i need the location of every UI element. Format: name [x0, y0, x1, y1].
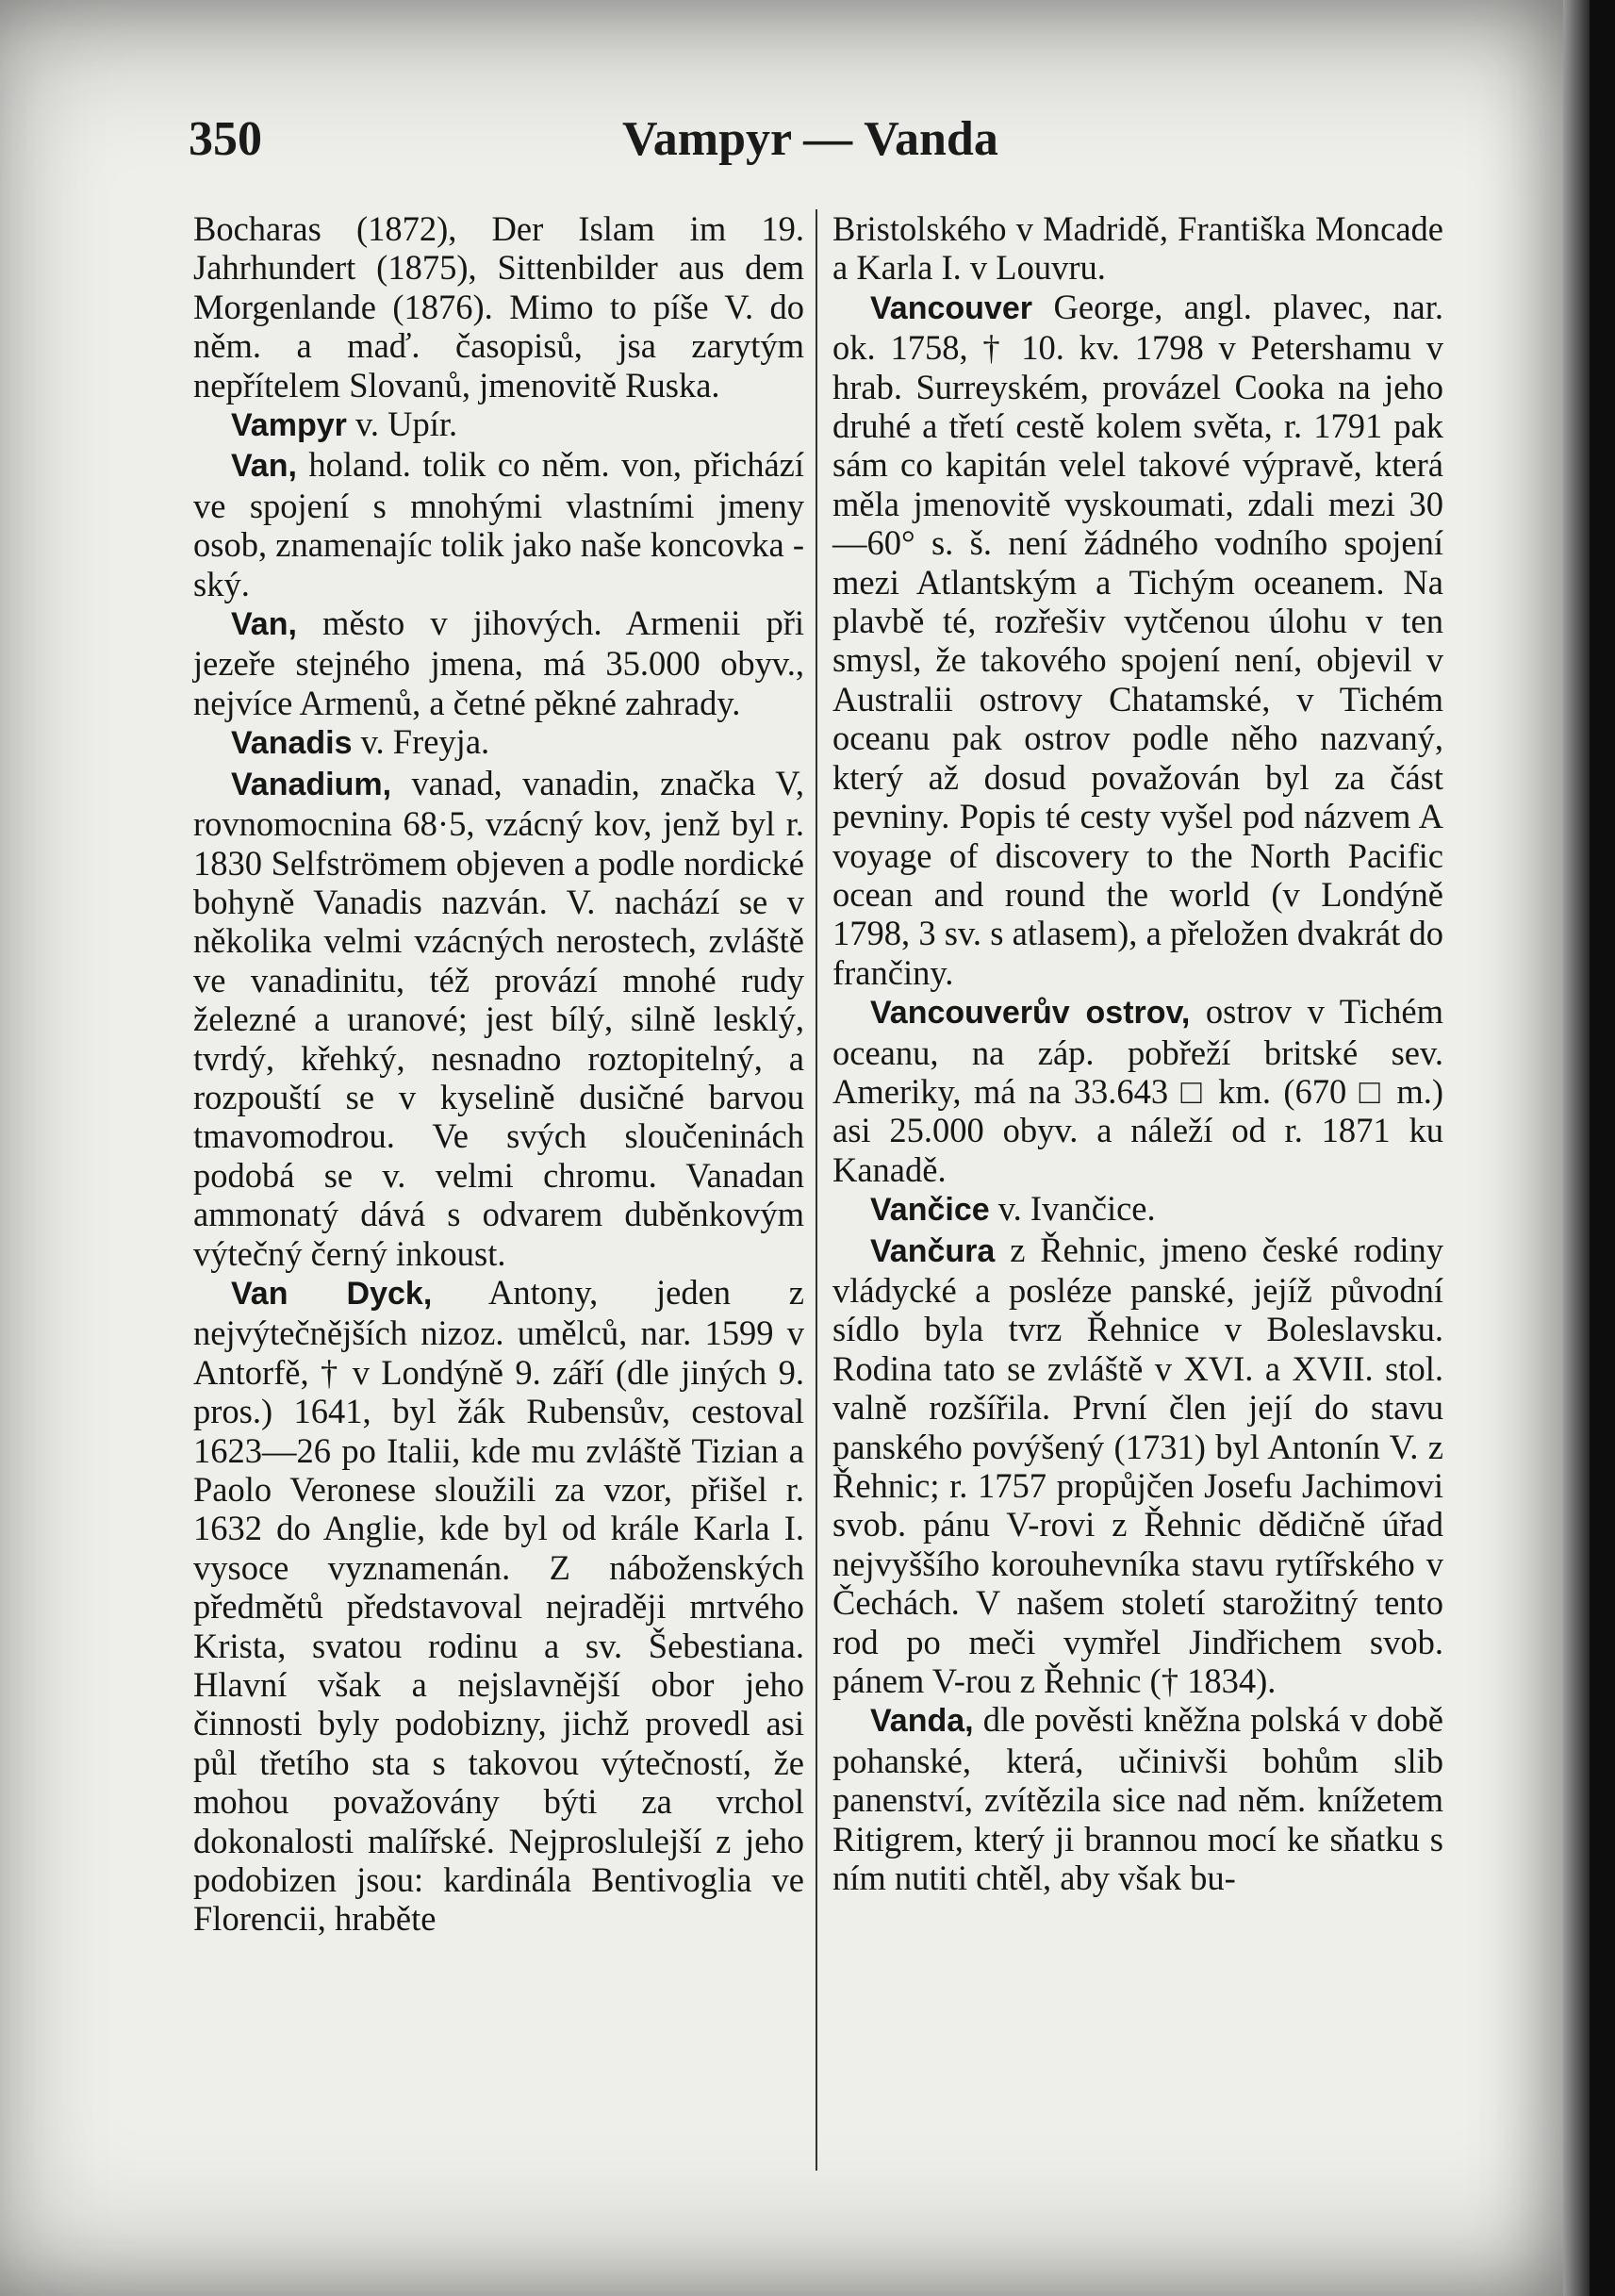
- entry-text: z Řehnic, jmeno české rodiny vládycké a posléze panské, jejíž původní sídlo byla tvrz Řehnice v Boleslavsku. Rodina tato se zvláště v XVI. a XVII. stol. valně rozšířila. První člen její do stavu panského povýšený (1731) byl Antonín V. z Řehnic; r. 1757 propůjčen Josefu Jachimovi svob. pánu V-rovi z Řehnic dědičně úřad nejvyššího korouhevníka stavu rytířského v Čechách. V našem století starožitný tento rod po meči vymřel Jindřichem svob. pánem V-rou z Řehnic († 1834).: [832, 1230, 1443, 1701]
- entry-headword: Van,: [231, 448, 297, 485]
- entry-text: Antony, jeden z nejvýtečnějších nizoz. umělců, nar. 1599 v Antorfě, † v Londýně 9. září (dle jiných 9. pros.) 1641, byl žák Rubensův, cestoval 1623—26 po Italii, kde mu zvláště Tizian a Paolo Veronese sloužili za vzor, přišel r. 1632 do Anglie, kde byl od krále Karla I. vysoce vyznamenán. Z náboženských předmětů představoval nejraději mrtvého Krista, svatou rodinu a sv. Šebestiana. Hlavní však a nejslavnější obor jeho činnosti byly podobizny, jichž provedl asi půl třetího sta s takovou výtečností, že mohou považovány býti za vrchol dokonalosti malířské. Nejproslulejší z jeho podobizen jsou: kardinála Bentivoglia ve Florencii, hraběte: [193, 1272, 805, 1939]
- dictionary-entry: [832, 1189, 1443, 1230]
- entry-text: Bristolského v Madridě, Františka Moncade a Karla I. v Louvru.: [832, 209, 1443, 288]
- dictionary-entry: [193, 603, 804, 722]
- entry-headword: Vančice: [870, 1192, 990, 1229]
- entry-text: holand. tolik co něm. von, přichází ve spojení s mnohými vlastními jmeny osob, znamenajíc tolik jako naše koncovka -ský.: [193, 445, 804, 603]
- dictionary-entry: [832, 992, 1443, 1189]
- dictionary-entry: [193, 209, 804, 405]
- dictionary-entry: [832, 1231, 1443, 1701]
- dictionary-entry: [193, 445, 804, 603]
- entry-headword: Vanda,: [870, 1703, 974, 1740]
- entry-text: ostrov v Tichém oceanu, na záp. pobřeží britské sev. Ameriky, má na 33.643 □ km. (670 □ m.) asi 25.000 obyv. a náleží od r. 1871 ku Kanadě.: [832, 992, 1443, 1189]
- entry-headword: Vancouverův ostrov,: [870, 995, 1191, 1032]
- entry-text: George, angl. plavec, nar. ok. 1758, † 10. kv. 1798 v Petershamu v hrab. Surreyském, provázel Cooka na jeho druhé a třetí cestě kolem světa, r. 1791 pak sám co kapitán velel takové výpravě, která měla jmenovitě vyskoumati, zdali mezi 30—60° s. š. není žádného vodního spojení mezi Atlantským a Tichým oceanem. Na plavbě té, rozřešiv vytčenou úlohu v ten smysl, že takového spojení není, objevil v Australii ostrovy Chatamské, v Tichém oceanu pak ostrov podle něho nazvaný, který až dosud považován byl za část pevniny. Popis té cesty vyšel pod názvem A voyage of discovery to the North Pacific ocean and round the world (v Londýně 1798, 3 sv. s atlasem), a přeložen dvakrát do frančiny.: [832, 287, 1443, 992]
- dictionary-entry: [832, 209, 1443, 288]
- entry-text: v. Ivančice.: [989, 1189, 1156, 1229]
- entry-headword: Vanadis: [231, 725, 353, 762]
- column-divider: [816, 209, 817, 2171]
- entry-headword: Van,: [231, 606, 297, 643]
- entry-headword: Vancouver: [870, 289, 1032, 326]
- page-edge-shadow: [1563, 0, 1590, 2296]
- left-column: [193, 209, 804, 2189]
- page-number: 350: [189, 112, 262, 166]
- entry-text: Bocharas (1872), Der Islam im 19. Jahrhundert (1875), Sittenbilder aus dem Morgenlande (1876). Mimo to píše V. do něm. a maď. časopisů, jsa zarytým nepřítelem Slovanů, jmenovitě Ruska.: [193, 209, 804, 405]
- dictionary-entry: [193, 722, 804, 763]
- dictionary-entry: [832, 288, 1443, 992]
- running-title: Vampyr — Vanda: [622, 112, 998, 166]
- dictionary-entry: [193, 405, 804, 445]
- entry-headword: Van Dyck,: [231, 1275, 433, 1312]
- dictionary-entry: [193, 764, 804, 1273]
- dictionary-entry: [193, 1273, 804, 1939]
- entry-headword: Vanadium,: [231, 766, 392, 802]
- page-header: [189, 111, 1386, 177]
- entry-headword: Vančura: [870, 1232, 996, 1269]
- entry-text: vanad, vanadin, značka V, rovnomocnina 68·5, vzácný kov, jenž byl r. 1830 Selfströmem objeven a podle nordické bohyně Vanadis nazván. V. nachází se v několika velmi vzácných nerostech, zvláště ve vanadinitu, též provází mnohé rudy železné a uranové; jest bílý, silně lesklý, tvrdý, křehký, nesnadno roztopitelný, a rozpouští se v kyselině dusičné barvou tmavomodrou. Ve svých sloučeninách podobá se v. velmi chromu. Vanadan ammonatý dává s odvarem duběnkovým výtečný černý inkoust.: [193, 763, 804, 1273]
- entry-text: město v jihových. Armenii při jezeře stejného jmena, má 35.000 obyv., nejvíce Armenů, a četné pěkné zahrady.: [193, 603, 804, 722]
- entry-text: dle pověsti kněžna polská v době pohanské, která, učinivši bohům slib panenství, zvítězila sice nad něm. knížetem Ritigrem, který ji brannou mocí ke sňatku s ním nutiti chtěl, aby však bu-: [832, 1700, 1443, 1898]
- entry-headword: Vampyr: [231, 407, 347, 444]
- entry-text: v. Freyja.: [352, 722, 490, 762]
- right-column: [832, 209, 1443, 2189]
- dictionary-entry: [832, 1700, 1443, 1897]
- entry-text: v. Upír.: [346, 405, 458, 444]
